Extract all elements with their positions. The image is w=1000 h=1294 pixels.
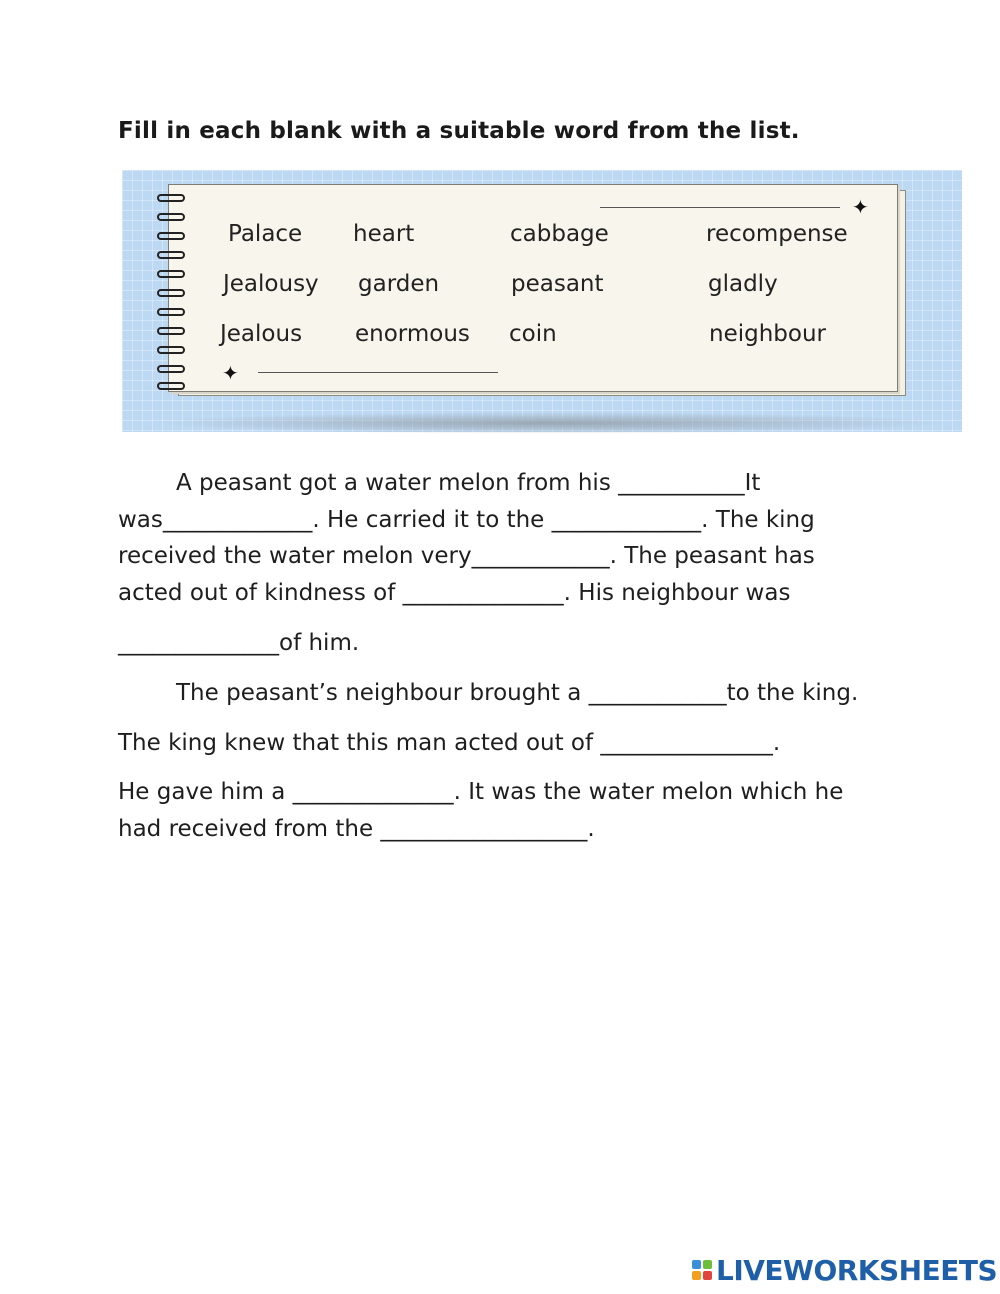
- sparkle-icon: ✦: [852, 195, 869, 219]
- word-bank-item: enormous: [355, 321, 470, 347]
- logo-text: LIVEWORKSHEETS: [716, 1253, 998, 1287]
- logo-tile: [703, 1271, 712, 1280]
- spiral-ring: [153, 287, 185, 297]
- passage-line: acted out of kindness of ______________. His neighbour was: [118, 580, 791, 606]
- word-bank-item: Jealousy: [223, 271, 319, 297]
- decorative-line-bottom: [258, 372, 498, 373]
- word-bank-item: cabbage: [510, 221, 609, 247]
- passage-line: A peasant got a water melon from his ___________It: [176, 470, 761, 496]
- spiral-binding: [153, 192, 189, 392]
- passage-line: The king knew that this man acted out of _______________.: [118, 730, 781, 756]
- instruction-heading: Fill in each blank with a suitable word from the list.: [118, 118, 800, 144]
- logo-tile: [692, 1260, 701, 1269]
- spiral-ring: [153, 363, 185, 373]
- passage-line: had received from the __________________.: [118, 816, 595, 842]
- passage-line: was_____________. He carried it to the _____________. The king: [118, 507, 815, 533]
- decorative-line-top: [600, 207, 840, 208]
- passage-line: He gave him a ______________. It was the water melon which he: [118, 779, 844, 805]
- spiral-ring: [153, 211, 185, 221]
- spiral-ring: [153, 344, 185, 354]
- spiral-ring: [153, 380, 185, 390]
- word-bank-item: coin: [509, 321, 557, 347]
- spiral-ring: [153, 192, 185, 202]
- spiral-ring: [153, 306, 185, 316]
- word-bank-item: garden: [358, 271, 440, 297]
- liveworksheets-logo: [692, 1254, 997, 1286]
- word-bank-item: peasant: [511, 271, 604, 297]
- spiral-ring: [153, 249, 185, 259]
- logo-tile: [703, 1260, 712, 1269]
- word-bank-item: neighbour: [709, 321, 826, 347]
- passage-line: ______________of him.: [118, 630, 360, 656]
- word-bank-item: recompense: [706, 221, 848, 247]
- passage-line: received the water melon very____________. The peasant has: [118, 543, 815, 569]
- logo-tile: [692, 1271, 701, 1280]
- spiral-ring: [153, 325, 185, 335]
- word-bank-item: gladly: [708, 271, 778, 297]
- liveworksheets-logo-icon: [692, 1260, 712, 1280]
- word-bank-item: Jealous: [220, 321, 303, 347]
- word-bank-shadow: [150, 412, 950, 434]
- passage-line: The peasant’s neighbour brought a ____________to the king.: [176, 680, 859, 706]
- word-bank-item: Palace: [228, 221, 303, 247]
- spiral-ring: [153, 230, 185, 240]
- word-bank-item: heart: [353, 221, 415, 247]
- spiral-ring: [153, 268, 185, 278]
- sparkle-icon: ✦: [222, 361, 239, 385]
